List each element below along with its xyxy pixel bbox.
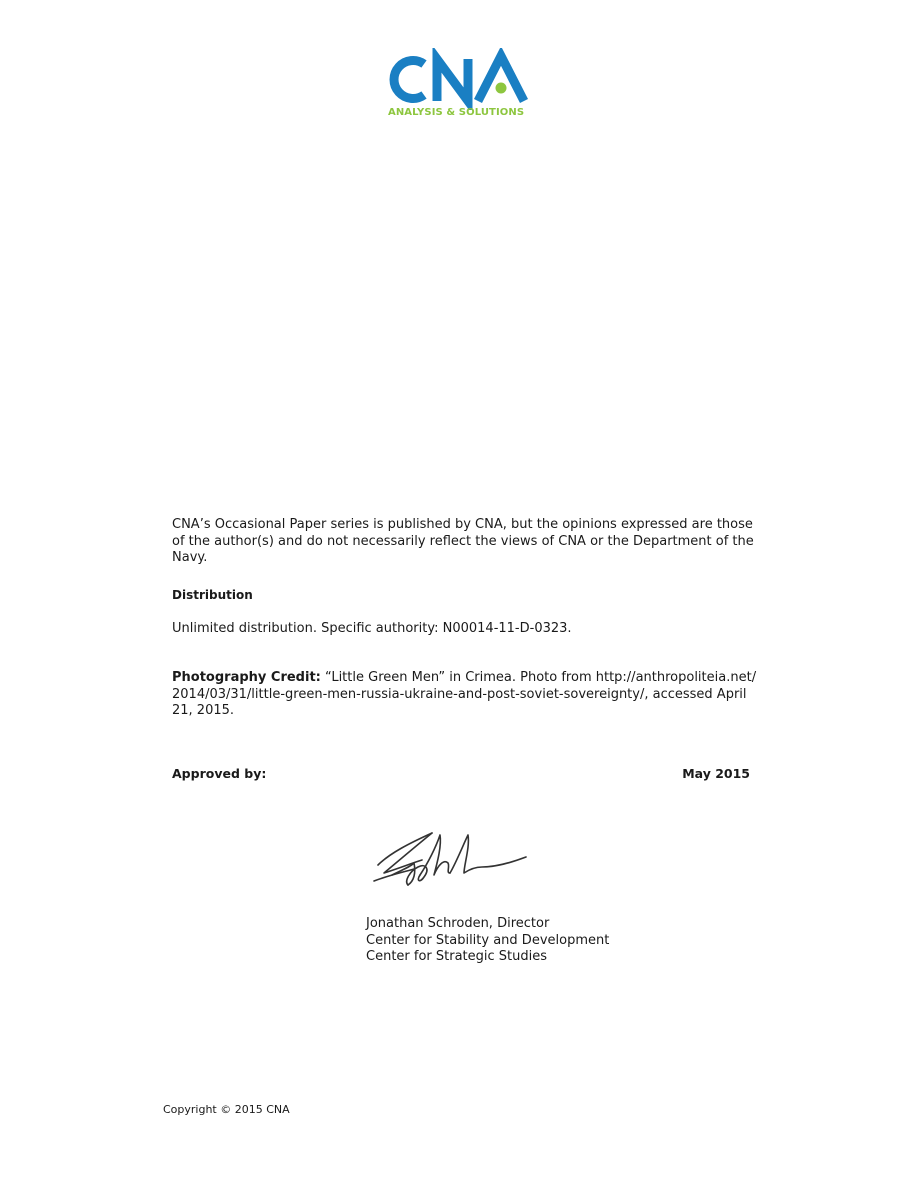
approved-by-label: Approved by:: [172, 766, 267, 781]
signer-block: [366, 916, 609, 966]
photo-credit-text: “Little Green Men” in Crimea. Photo from http://anthropoliteia.net/ 2014/03/31/little-green-men-russia-ukraine-and-post-soviet-sovereignty/, accessed April 21, 2015.: [172, 670, 757, 718]
signer-name-title: Jonathan Schroden, Director: [366, 916, 550, 931]
distribution-heading: Distribution: [172, 588, 253, 602]
signature-image: [370, 823, 535, 889]
logo-tagline: ANALYSIS & SOLUTIONS: [388, 107, 525, 118]
signer-center: Center for Strategic Studies: [366, 949, 548, 964]
cna-logo: [380, 48, 540, 122]
approval-row: [172, 766, 750, 782]
copyright-notice: Copyright © 2015 CNA: [163, 1103, 290, 1116]
approval-date: May 2015: [682, 766, 750, 781]
cna-logo-mark: [380, 48, 540, 110]
photo-credit-label: Photography Credit:: [172, 670, 321, 685]
signer-department: Center for Stability and Development: [366, 932, 610, 948]
disclaimer-paragraph: CNA’s Occasional Paper series is published by CNA, but the opinions expressed are those of the author(s) and do not necessarily reflect the views of CNA or the Department of the Navy.: [172, 517, 754, 565]
photo-credit: [172, 670, 757, 720]
distribution-text: Unlimited distribution. Specific authority: N00014-11-D-0323.: [172, 621, 572, 636]
